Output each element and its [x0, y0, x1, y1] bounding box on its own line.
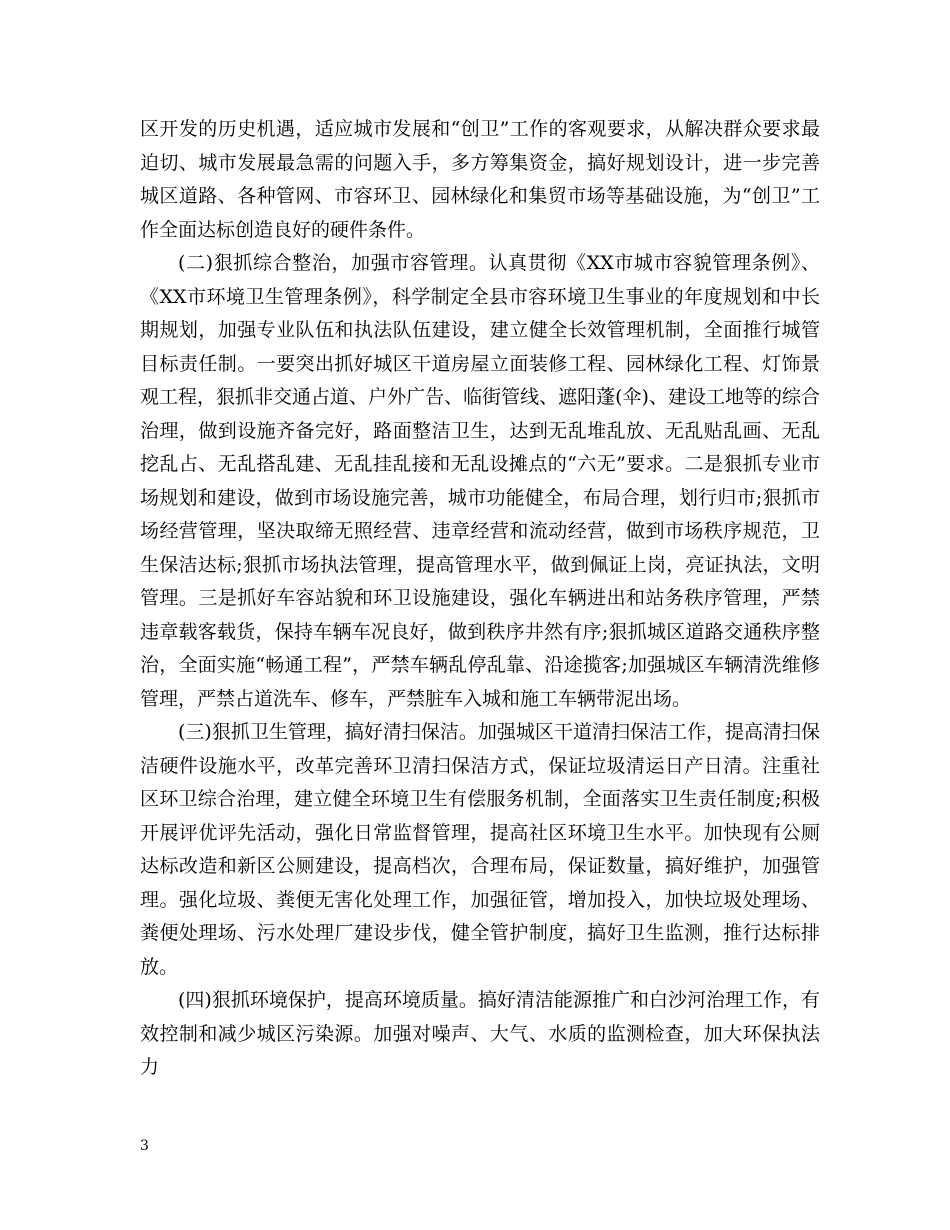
paragraph-4: (四)狠抓环境保护，提高环境质量。搞好清洁能源推广和白沙河治理工作，有效控制和减少城区污染源。加强对噪声、大气、水质的监测检查，加大环保执法力: [140, 989, 820, 1078]
paragraph-3: (三)狠抓卫生管理，搞好清扫保洁。加强城区干道清扫保洁工作，提高清扫保洁硬件设施水平，改革完善环卫清扫保洁方式，保证垃圾清运日产日清。注重社区环卫综合治理，建立健全环境卫生有偿服务机制，全面落实卫生责任制度;积极开展评优评先活动，强化日常监督管理，提高社区环境卫生水平。加快现有公厕达标改造和新区公厕建设，提高档次，合理布局，保证数量，搞好维护，加强管理。强化垃圾、粪便无害化处理工作，加强征管，增加投入，加快垃圾处理场、粪便处理场、污水处理厂建设步伐，健全管护制度，搞好卫生监测，推行达标排放。: [140, 721, 820, 978]
page-number: 3: [140, 1138, 149, 1154]
body-text: [140, 113, 820, 1085]
paragraph-1: 区开发的历史机遇，适应城市发展和“创卫”工作的客观要求，从解决群众要求最迫切、城市发展最急需的问题入手，多方筹集资金，搞好规划设计，进一步完善城区道路、各种管网、市容环卫、园林绿化和集贸市场等基础设施，为“创卫”工作全面达标创造良好的硬件条件。: [140, 118, 820, 241]
paragraph-2: (二)狠抓综合整治，加强市容管理。认真贯彻《XX市城市容貌管理条例》、《XX市环境卫生管理条例》，科学制定全县市容环境卫生事业的年度规划和中长期规划，加强专业队伍和执法队伍建设，建立健全长效管理机制，全面推行城管目标责任制。一要突出抓好城区干道房屋立面装修工程、园林绿化工程、灯饰景观工程，狠抓非交通占道、户外广告、临街管线、遮阳蓬(伞)、建设工地等的综合治理，做到设施齐备完好，路面整洁卫生，达到无乱堆乱放、无乱贴乱画、无乱挖乱占、无乱搭乱建、无乱挂乱接和无乱设摊点的“六无”要求。二是狠抓专业市场规划和建设，做到市场设施完善，城市功能健全，布局合理，划行归市;狠抓市场经营管理，坚决取缔无照经营、违章经营和流动经营，做到市场秩序规范，卫生保洁达标;狠抓市场执法管理，提高管理水平，做到佩证上岗，亮证执法，文明管理。三是抓好车容站貌和环卫设施建设，强化车辆进出和站务秩序管理，严禁违章载客载货，保持车辆车况良好，做到秩序井然有序;狠抓城区道路交通秩序整治，全面实施“畅通工程”，严禁车辆乱停乱靠、沿途揽客;加强城区车辆清洗维修管理，严禁占道洗车、修车，严禁脏车入城和施工车辆带泥出场。: [140, 252, 820, 710]
